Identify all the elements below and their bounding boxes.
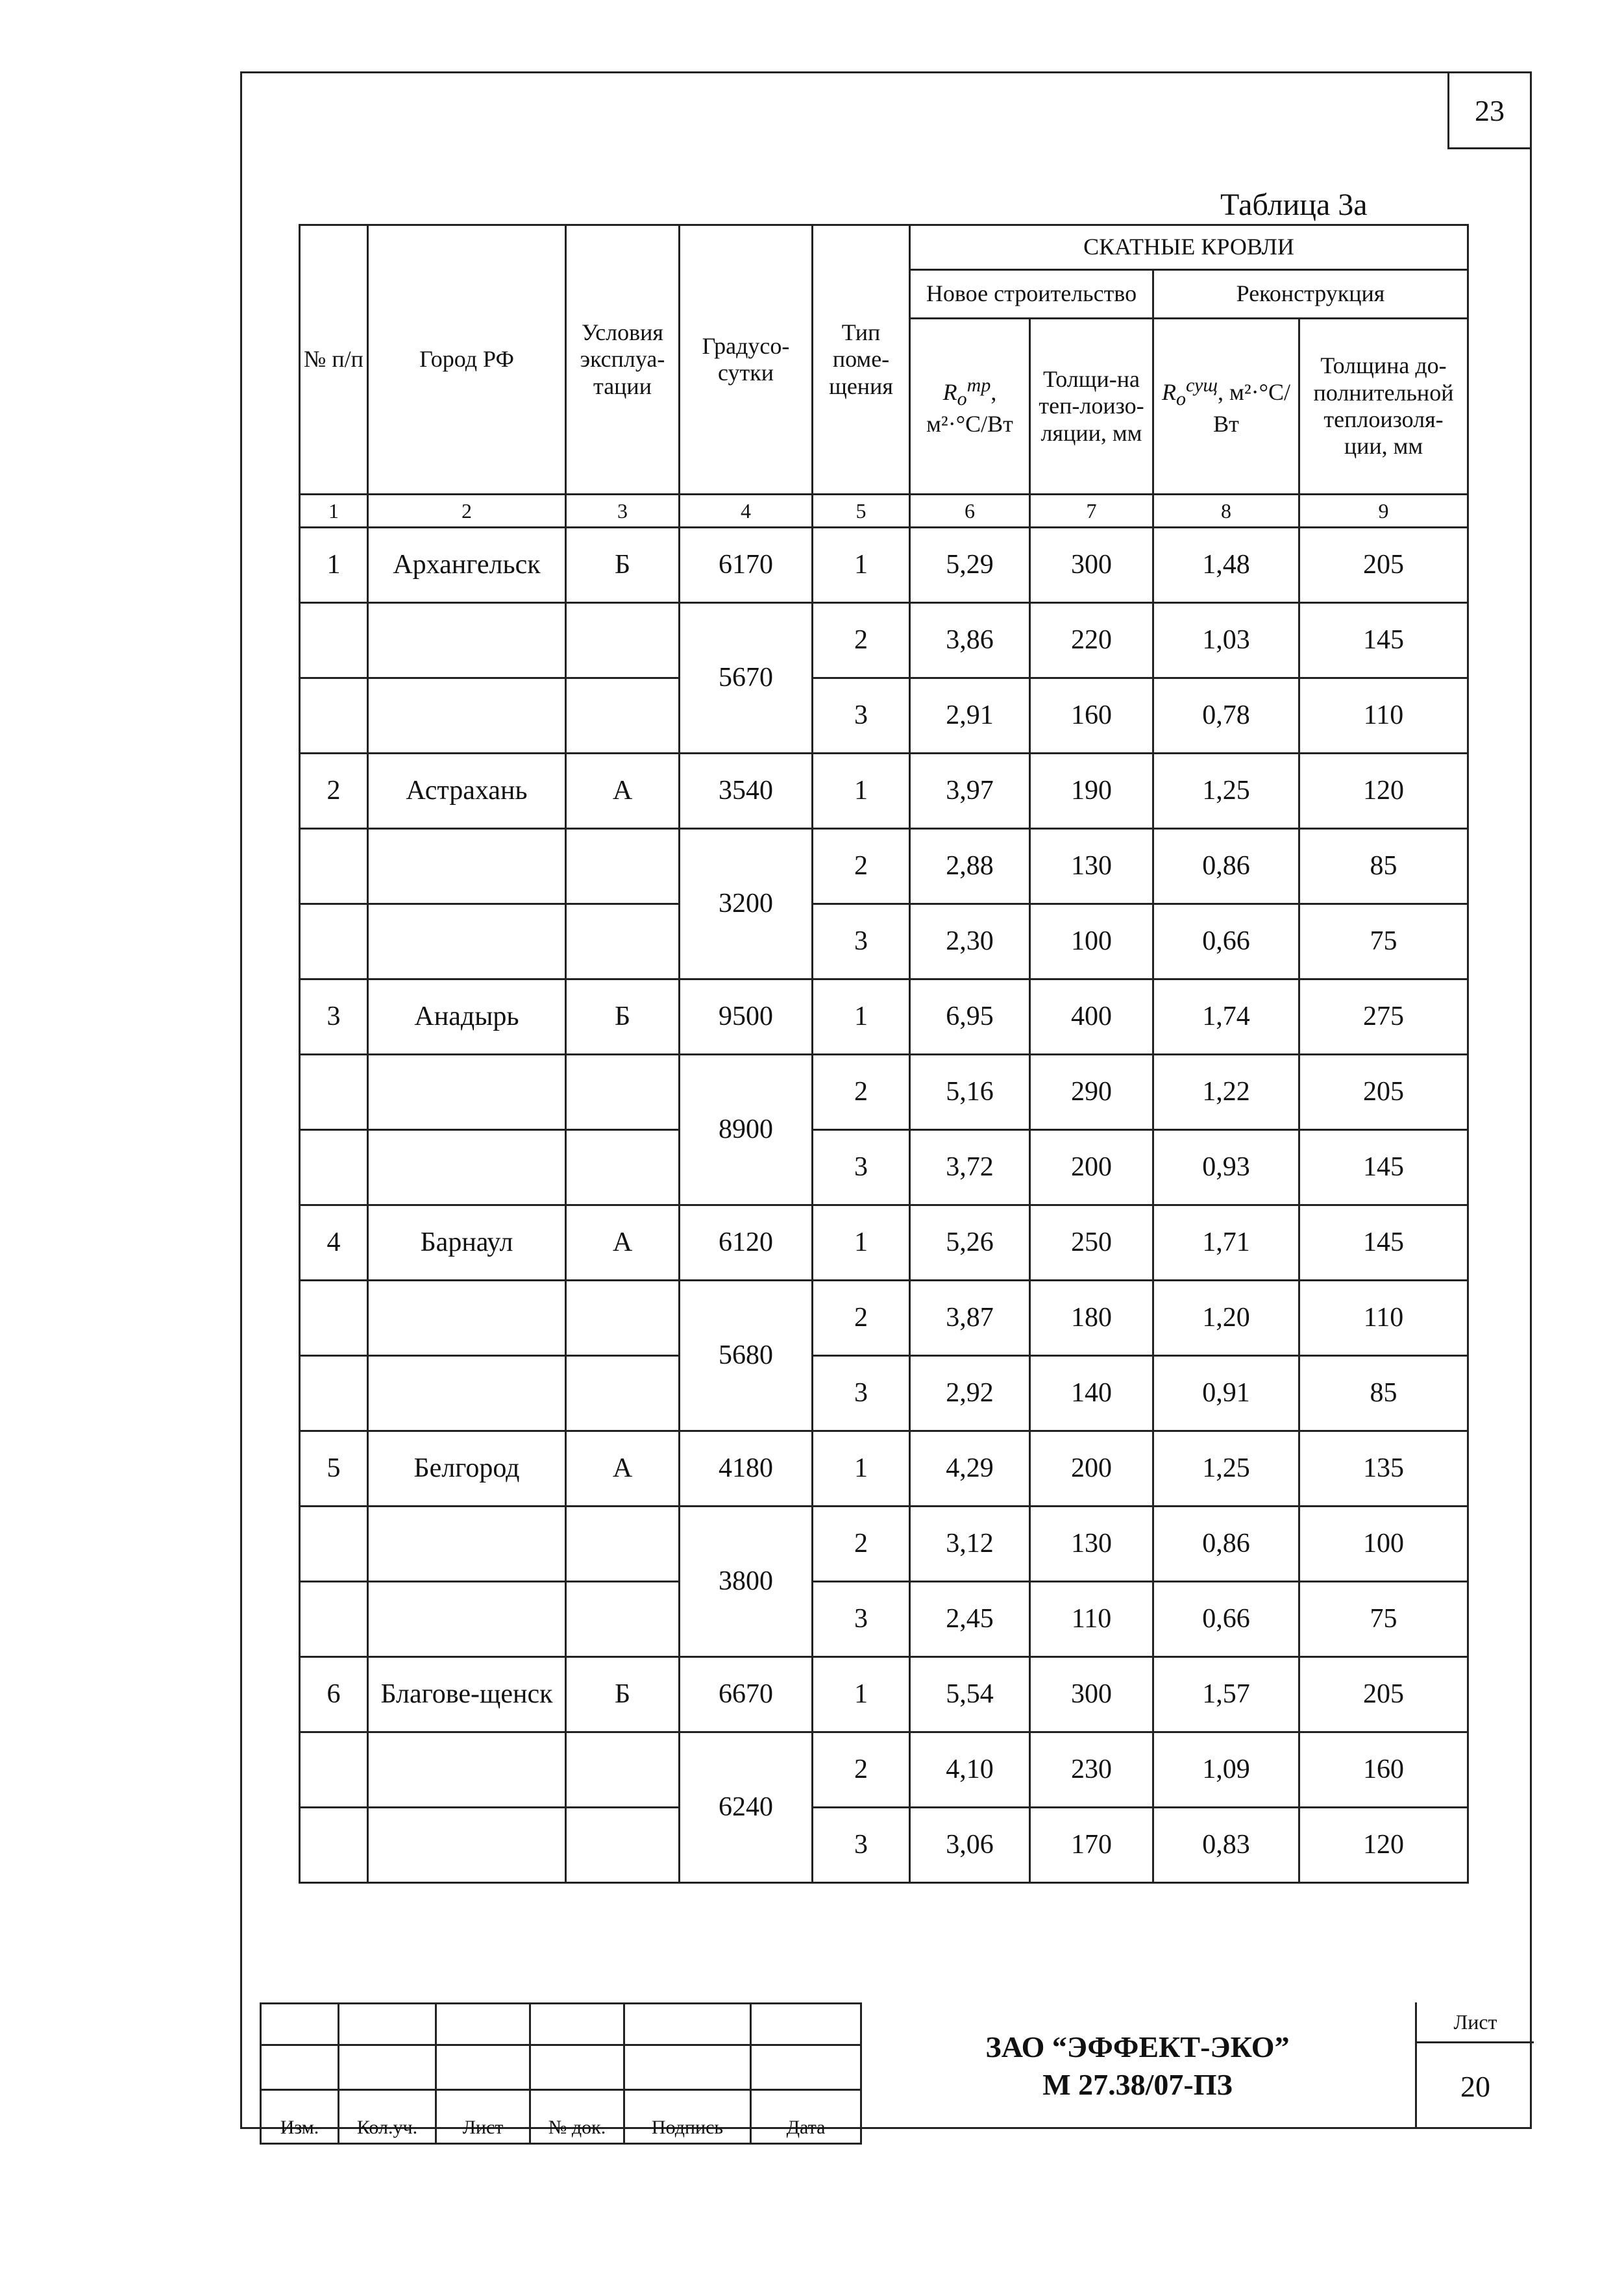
row-number: 3 xyxy=(300,979,368,1055)
degree-days: 6170 xyxy=(680,528,813,603)
empty-cell xyxy=(300,904,368,979)
thickness-new: 300 xyxy=(1030,528,1153,603)
thickness-new: 200 xyxy=(1030,1130,1153,1205)
empty-cell xyxy=(300,1507,368,1582)
column-number: 8 xyxy=(1153,495,1299,528)
empty-cell xyxy=(300,1582,368,1657)
empty-cell xyxy=(368,1582,566,1657)
thickness-new: 140 xyxy=(1030,1356,1153,1431)
conditions: Б xyxy=(566,979,680,1055)
thickness-additional: 275 xyxy=(1299,979,1468,1055)
table-row xyxy=(300,603,1468,678)
r-existing: 0,93 xyxy=(1153,1130,1299,1205)
room-type: 3 xyxy=(813,904,910,979)
thickness-additional: 145 xyxy=(1299,603,1468,678)
thickness-additional: 160 xyxy=(1299,1732,1468,1808)
header-group: СКАТНЫЕ КРОВЛИ xyxy=(910,225,1468,270)
thickness-additional: 205 xyxy=(1299,1657,1468,1732)
thickness-additional: 110 xyxy=(1299,1281,1468,1356)
column-number: 2 xyxy=(368,495,566,528)
r-existing: 1,09 xyxy=(1153,1732,1299,1808)
conditions: А xyxy=(566,1205,680,1281)
thickness-new: 190 xyxy=(1030,754,1153,829)
table-row xyxy=(300,1582,1468,1657)
thickness-additional: 120 xyxy=(1299,1808,1468,1883)
empty-cell xyxy=(566,1356,680,1431)
r-existing: 1,71 xyxy=(1153,1205,1299,1281)
city-name: Архангельск xyxy=(368,528,566,603)
header-degree-days: Градусо-сутки xyxy=(680,225,813,495)
column-numbers-row xyxy=(300,495,1468,528)
header-room-type: Тип поме-щения xyxy=(813,225,910,495)
room-type: 3 xyxy=(813,1130,910,1205)
row-number: 5 xyxy=(300,1431,368,1507)
empty-cell xyxy=(300,678,368,754)
r-existing: 1,48 xyxy=(1153,528,1299,603)
thickness-additional: 85 xyxy=(1299,829,1468,904)
empty-cell xyxy=(300,829,368,904)
r-required: 3,06 xyxy=(910,1808,1030,1883)
r-existing: 1,74 xyxy=(1153,979,1299,1055)
thickness-additional: 110 xyxy=(1299,678,1468,754)
room-type: 2 xyxy=(813,1281,910,1356)
header-thickness-additional: Толщина до-полнительной теплоизоля-ции, мм xyxy=(1299,319,1468,495)
thickness-additional: 205 xyxy=(1299,528,1468,603)
header-conditions: Условия эксплуа-тации xyxy=(566,225,680,495)
r-required-symbol: $R_о^{тр}$ xyxy=(942,375,991,410)
organization-name: ЗАО “ЭФФЕКТ-ЭКО” xyxy=(985,2030,1290,2063)
r-existing: 0,66 xyxy=(1153,904,1299,979)
degree-days: 3200 xyxy=(680,829,813,979)
thickness-new: 220 xyxy=(1030,603,1153,678)
room-type: 3 xyxy=(813,1582,910,1657)
empty-cell xyxy=(368,678,566,754)
row-number: 6 xyxy=(300,1657,368,1732)
r-existing-symbol: $R_о^{сущ}$ xyxy=(1161,375,1218,410)
empty-cell xyxy=(368,829,566,904)
empty-cell xyxy=(566,1130,680,1205)
r-required: 4,10 xyxy=(910,1732,1030,1808)
thickness-new: 290 xyxy=(1030,1055,1153,1130)
degree-days: 5670 xyxy=(680,603,813,754)
empty-cell xyxy=(566,1732,680,1808)
r-existing: 0,83 xyxy=(1153,1808,1299,1883)
room-type: 2 xyxy=(813,603,910,678)
stamp-label: Лист xyxy=(436,2090,530,2144)
document-code: М 27.38/07-ПЗ xyxy=(1042,2067,1233,2101)
r-required: 3,87 xyxy=(910,1281,1030,1356)
column-number: 1 xyxy=(300,495,368,528)
room-type: 3 xyxy=(813,1808,910,1883)
empty-cell xyxy=(566,904,680,979)
degree-days: 9500 xyxy=(680,979,813,1055)
thickness-additional: 120 xyxy=(1299,754,1468,829)
page-number: 23 xyxy=(1447,71,1532,149)
thickness-new: 130 xyxy=(1030,829,1153,904)
r-required: 2,30 xyxy=(910,904,1030,979)
r-required: 3,12 xyxy=(910,1507,1030,1582)
table-row xyxy=(300,528,1468,603)
room-type: 2 xyxy=(813,1732,910,1808)
sheet-label: Лист xyxy=(1417,2002,1534,2043)
table-row xyxy=(300,829,1468,904)
table-row xyxy=(300,1356,1468,1431)
thickness-new: 170 xyxy=(1030,1808,1153,1883)
empty-cell xyxy=(300,1130,368,1205)
empty-cell xyxy=(368,904,566,979)
degree-days: 4180 xyxy=(680,1431,813,1507)
degree-days: 3540 xyxy=(680,754,813,829)
degree-days: 5680 xyxy=(680,1281,813,1431)
table-row xyxy=(300,678,1468,754)
thickness-additional: 205 xyxy=(1299,1055,1468,1130)
r-existing: 1,25 xyxy=(1153,754,1299,829)
thickness-new: 250 xyxy=(1030,1205,1153,1281)
degree-days: 8900 xyxy=(680,1055,813,1205)
table-caption: Таблица 3а xyxy=(1220,188,1368,222)
empty-cell xyxy=(566,1808,680,1883)
stamp-label: Подпись xyxy=(624,2090,751,2144)
empty-cell xyxy=(566,1055,680,1130)
empty-cell xyxy=(368,1281,566,1356)
r-existing: 0,86 xyxy=(1153,1507,1299,1582)
room-type: 1 xyxy=(813,528,910,603)
r-required: 2,91 xyxy=(910,678,1030,754)
room-type: 1 xyxy=(813,1205,910,1281)
thickness-new: 180 xyxy=(1030,1281,1153,1356)
thickness-new: 200 xyxy=(1030,1431,1153,1507)
row-number: 2 xyxy=(300,754,368,829)
header-new-construction: Новое строительство xyxy=(910,270,1153,319)
header-no: № п/п xyxy=(300,225,368,495)
room-type: 3 xyxy=(813,1356,910,1431)
empty-cell xyxy=(566,603,680,678)
room-type: 3 xyxy=(813,678,910,754)
empty-cell xyxy=(566,678,680,754)
row-number: 1 xyxy=(300,528,368,603)
table-row xyxy=(300,1732,1468,1808)
thickness-additional: 85 xyxy=(1299,1356,1468,1431)
r-required: 6,95 xyxy=(910,979,1030,1055)
empty-cell xyxy=(368,1055,566,1130)
room-type: 2 xyxy=(813,829,910,904)
empty-cell xyxy=(300,1808,368,1883)
stamp-label: Кол.уч. xyxy=(339,2090,436,2144)
r-existing: 1,57 xyxy=(1153,1657,1299,1732)
room-type: 1 xyxy=(813,754,910,829)
r-required: 5,54 xyxy=(910,1657,1030,1732)
degree-days: 6670 xyxy=(680,1657,813,1732)
r-existing: 1,03 xyxy=(1153,603,1299,678)
column-number: 3 xyxy=(566,495,680,528)
thickness-additional: 145 xyxy=(1299,1205,1468,1281)
conditions: А xyxy=(566,1431,680,1507)
r-existing: 0,66 xyxy=(1153,1582,1299,1657)
table-row xyxy=(300,1808,1468,1883)
thickness-additional: 75 xyxy=(1299,904,1468,979)
room-type: 2 xyxy=(813,1507,910,1582)
heat-insulation-table xyxy=(299,224,1469,1884)
table-row xyxy=(300,1055,1468,1130)
r-required: 5,29 xyxy=(910,528,1030,603)
r-required: 2,92 xyxy=(910,1356,1030,1431)
header-city: Город РФ xyxy=(368,225,566,495)
empty-cell xyxy=(566,829,680,904)
sheet-block xyxy=(1415,2002,1532,2129)
title-block xyxy=(260,2002,1532,2138)
empty-cell xyxy=(566,1507,680,1582)
thickness-additional: 145 xyxy=(1299,1130,1468,1205)
table-row xyxy=(300,754,1468,829)
empty-cell xyxy=(368,603,566,678)
r-existing: 0,91 xyxy=(1153,1356,1299,1431)
table-row xyxy=(300,904,1468,979)
stamp-label: Изм. xyxy=(261,2090,339,2144)
column-number: 9 xyxy=(1299,495,1468,528)
thickness-additional: 135 xyxy=(1299,1431,1468,1507)
conditions: Б xyxy=(566,528,680,603)
r-existing: 0,78 xyxy=(1153,678,1299,754)
empty-cell xyxy=(368,1732,566,1808)
city-name: Анадырь xyxy=(368,979,566,1055)
organization-block xyxy=(860,2002,1415,2129)
room-type: 1 xyxy=(813,1657,910,1732)
table-row xyxy=(300,979,1468,1055)
thickness-new: 100 xyxy=(1030,904,1153,979)
revision-grid xyxy=(260,2002,862,2145)
r-required: 5,16 xyxy=(910,1055,1030,1130)
room-type: 1 xyxy=(813,1431,910,1507)
column-number: 4 xyxy=(680,495,813,528)
table-row xyxy=(300,1507,1468,1582)
thickness-new: 400 xyxy=(1030,979,1153,1055)
city-name: Благове-щенск xyxy=(368,1657,566,1732)
thickness-additional: 100 xyxy=(1299,1507,1468,1582)
thickness-new: 130 xyxy=(1030,1507,1153,1582)
sheet-number: 20 xyxy=(1460,2069,1490,2103)
thickness-new: 160 xyxy=(1030,678,1153,754)
r-existing: 1,20 xyxy=(1153,1281,1299,1356)
r-existing: 0,86 xyxy=(1153,829,1299,904)
empty-cell xyxy=(300,1732,368,1808)
r-existing: 1,22 xyxy=(1153,1055,1299,1130)
header-thickness-new: Толщи-на теп-лоизо-ляции, мм xyxy=(1030,319,1153,495)
thickness-new: 110 xyxy=(1030,1582,1153,1657)
header-r-existing: $R_о^{сущ}$, м²·°С/Вт xyxy=(1153,319,1299,495)
empty-cell xyxy=(566,1582,680,1657)
stamp-label: № док. xyxy=(530,2090,624,2144)
header-r-required: $R_о^{тр}$, м²·°С/Вт xyxy=(910,319,1030,495)
thickness-new: 300 xyxy=(1030,1657,1153,1732)
table-row xyxy=(300,1281,1468,1356)
table-row xyxy=(300,1205,1468,1281)
r-required: 3,86 xyxy=(910,603,1030,678)
column-number: 7 xyxy=(1030,495,1153,528)
thickness-new: 230 xyxy=(1030,1732,1153,1808)
r-required: 4,29 xyxy=(910,1431,1030,1507)
table-row xyxy=(300,1657,1468,1732)
r-required: 3,97 xyxy=(910,754,1030,829)
conditions: Б xyxy=(566,1657,680,1732)
column-number: 6 xyxy=(910,495,1030,528)
r-required: 2,45 xyxy=(910,1582,1030,1657)
table-row xyxy=(300,1431,1468,1507)
empty-cell xyxy=(368,1356,566,1431)
column-number: 5 xyxy=(813,495,910,528)
empty-cell xyxy=(566,1281,680,1356)
r-existing: 1,25 xyxy=(1153,1431,1299,1507)
r-required: 2,88 xyxy=(910,829,1030,904)
stamp-label: Дата xyxy=(751,2090,861,2144)
city-name: Барнаул xyxy=(368,1205,566,1281)
header-reconstruction: Реконструкция xyxy=(1153,270,1468,319)
room-type: 2 xyxy=(813,1055,910,1130)
degree-days: 6240 xyxy=(680,1732,813,1883)
empty-cell xyxy=(300,603,368,678)
degree-days: 6120 xyxy=(680,1205,813,1281)
empty-cell xyxy=(300,1356,368,1431)
empty-cell xyxy=(300,1055,368,1130)
table-row xyxy=(300,1130,1468,1205)
degree-days: 3800 xyxy=(680,1507,813,1657)
row-number: 4 xyxy=(300,1205,368,1281)
empty-cell xyxy=(300,1281,368,1356)
empty-cell xyxy=(368,1808,566,1883)
conditions: А xyxy=(566,754,680,829)
thickness-additional: 75 xyxy=(1299,1582,1468,1657)
room-type: 1 xyxy=(813,979,910,1055)
r-required: 3,72 xyxy=(910,1130,1030,1205)
r-required: 5,26 xyxy=(910,1205,1030,1281)
city-name: Белгород xyxy=(368,1431,566,1507)
empty-cell xyxy=(368,1130,566,1205)
city-name: Астрахань xyxy=(368,754,566,829)
empty-cell xyxy=(368,1507,566,1582)
